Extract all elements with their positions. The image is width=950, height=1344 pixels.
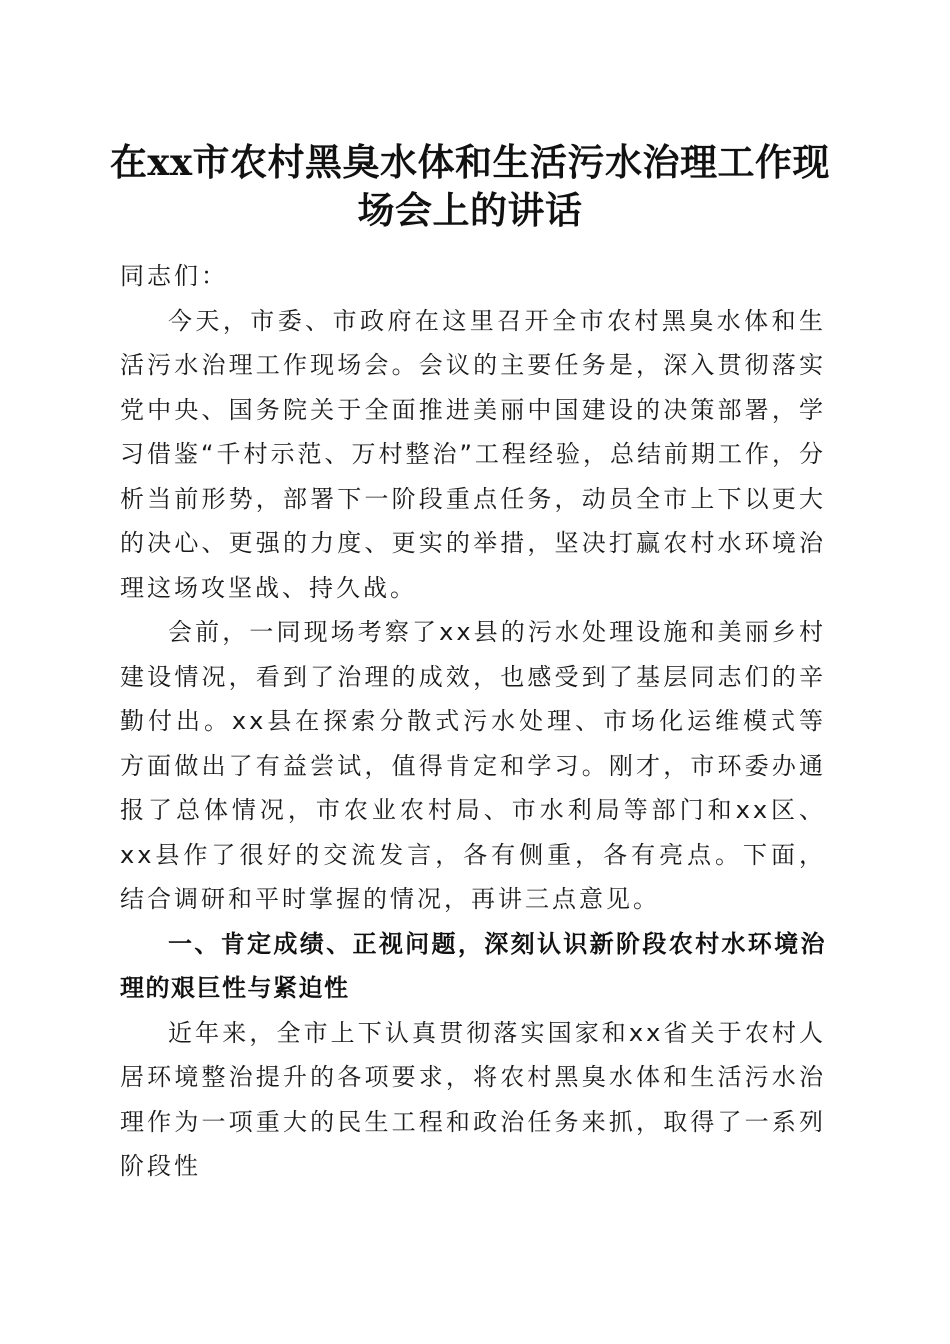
body-paragraph-1: 今天，市委、市政府在这里召开全市农村黑臭水体和生活污水治理工作现场会。会议的主要任务是，深入贯彻落实党中央、国务院关于全面推进美丽中国建设的决策部署，学习借鉴“千村示范、万村整治”工程经验，总结前期工作，分析当前形势，部署下一阶段重点任务，动员全市上下以更大的决心、更强的力度、更实的举措，坚决打赢农村水环境治理这场攻坚战、持久战。 bbox=[120, 306, 826, 602]
body-paragraph-2: 会前，一同现场考察了xx县的污水处理设施和美丽乡村建设情况，看到了治理的成效，也感受到了基层同志们的辛勤付出。xx县在探索分散式污水处理、市场化运维模式等方面做出了有益尝试，值得肯定和学习。刚才，市环委办通报了总体情况，市农业农村局、市水利局等部门和xx区、xx县作了很好的交流发言，各有侧重，各有亮点。下面，结合调研和平时掌握的情况，再讲三点意见。 bbox=[120, 618, 826, 913]
section-1-paragraph-1: 近年来，全市上下认真贯彻落实国家和xx省关于农村人居环境整治提升的各项要求，将农村黑臭水体和生活污水治理作为一项重大的民生工程和政治任务来抓，取得了一系列阶段性 bbox=[120, 1018, 826, 1180]
section-heading-1: 一、肯定成绩、正视问题，深刻认识新阶段农村水环境治理的艰巨性与紧迫性 bbox=[120, 929, 826, 1002]
document-body bbox=[120, 254, 826, 1189]
salutation: 同志们： bbox=[120, 262, 228, 290]
document-title: 在xx市农村黑臭水体和生活污水治理工作现场会上的讲话 bbox=[109, 140, 831, 232]
